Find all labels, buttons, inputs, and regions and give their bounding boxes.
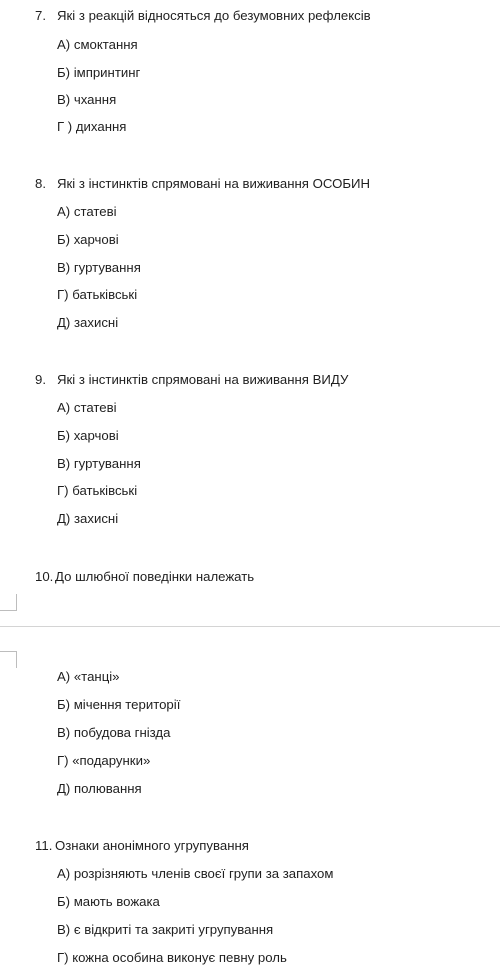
question-8-option-b: Б) харчові — [57, 232, 119, 247]
question-10-option-e: Д) полювання — [57, 781, 142, 796]
question-8-option-a: А) статеві — [57, 204, 117, 219]
page-corner-mark — [0, 594, 17, 611]
question-number: 8. — [35, 176, 46, 191]
question-11-option-c: В) є відкриті та закриті угрупування — [57, 922, 274, 937]
question-text: До шлюбної поведінки належать — [55, 569, 255, 584]
question-8-option-d: Г) батьківські — [57, 287, 138, 302]
question-text: Які з реакцій відносяться до безумовних рефлексів — [57, 8, 371, 23]
question-text: Які з інстинктів спрямовані на виживання ВИДУ — [57, 372, 349, 387]
question-11-option-a: А) розрізняють членів своєї групи за запахом — [57, 866, 334, 881]
question-text: Ознаки анонімного угрупування — [55, 838, 249, 853]
question-11-option-b: Б) мають вожака — [57, 894, 160, 909]
question-number: 10. — [35, 569, 54, 584]
question-10-option-c: В) побудова гнізда — [57, 725, 171, 740]
question-10-option-d: Г) «подарунки» — [57, 753, 151, 768]
question-10-option-b: Б) мічення території — [57, 697, 181, 712]
question-7-option-b: Б) імпринтинг — [57, 65, 141, 80]
question-number: 7. — [35, 8, 46, 23]
question-9-option-d: Г) батьківські — [57, 483, 138, 498]
question-9-option-e: Д) захисні — [57, 511, 119, 526]
page-break-divider — [0, 626, 500, 627]
question-9-option-b: Б) харчові — [57, 428, 119, 443]
question-number: 11. — [35, 838, 53, 853]
question-8-option-e: Д) захисні — [57, 315, 119, 330]
question-7-option-d: Г ) дихання — [57, 119, 127, 134]
question-9-option-c: В) гуртування — [57, 456, 141, 471]
question-9-option-a: А) статеві — [57, 400, 117, 415]
question-11-option-d: Г) кожна особина виконує певну роль — [57, 950, 287, 965]
page-corner-mark — [0, 651, 17, 668]
question-number: 9. — [35, 372, 46, 387]
question-text: Які з інстинктів спрямовані на виживання ОСОБИН — [57, 176, 370, 191]
question-7-option-a: А) смоктання — [57, 37, 138, 52]
question-8-option-c: В) гуртування — [57, 260, 141, 275]
question-10-option-a: А) «танці» — [57, 669, 120, 684]
question-7-option-c: В) чхання — [57, 92, 117, 107]
